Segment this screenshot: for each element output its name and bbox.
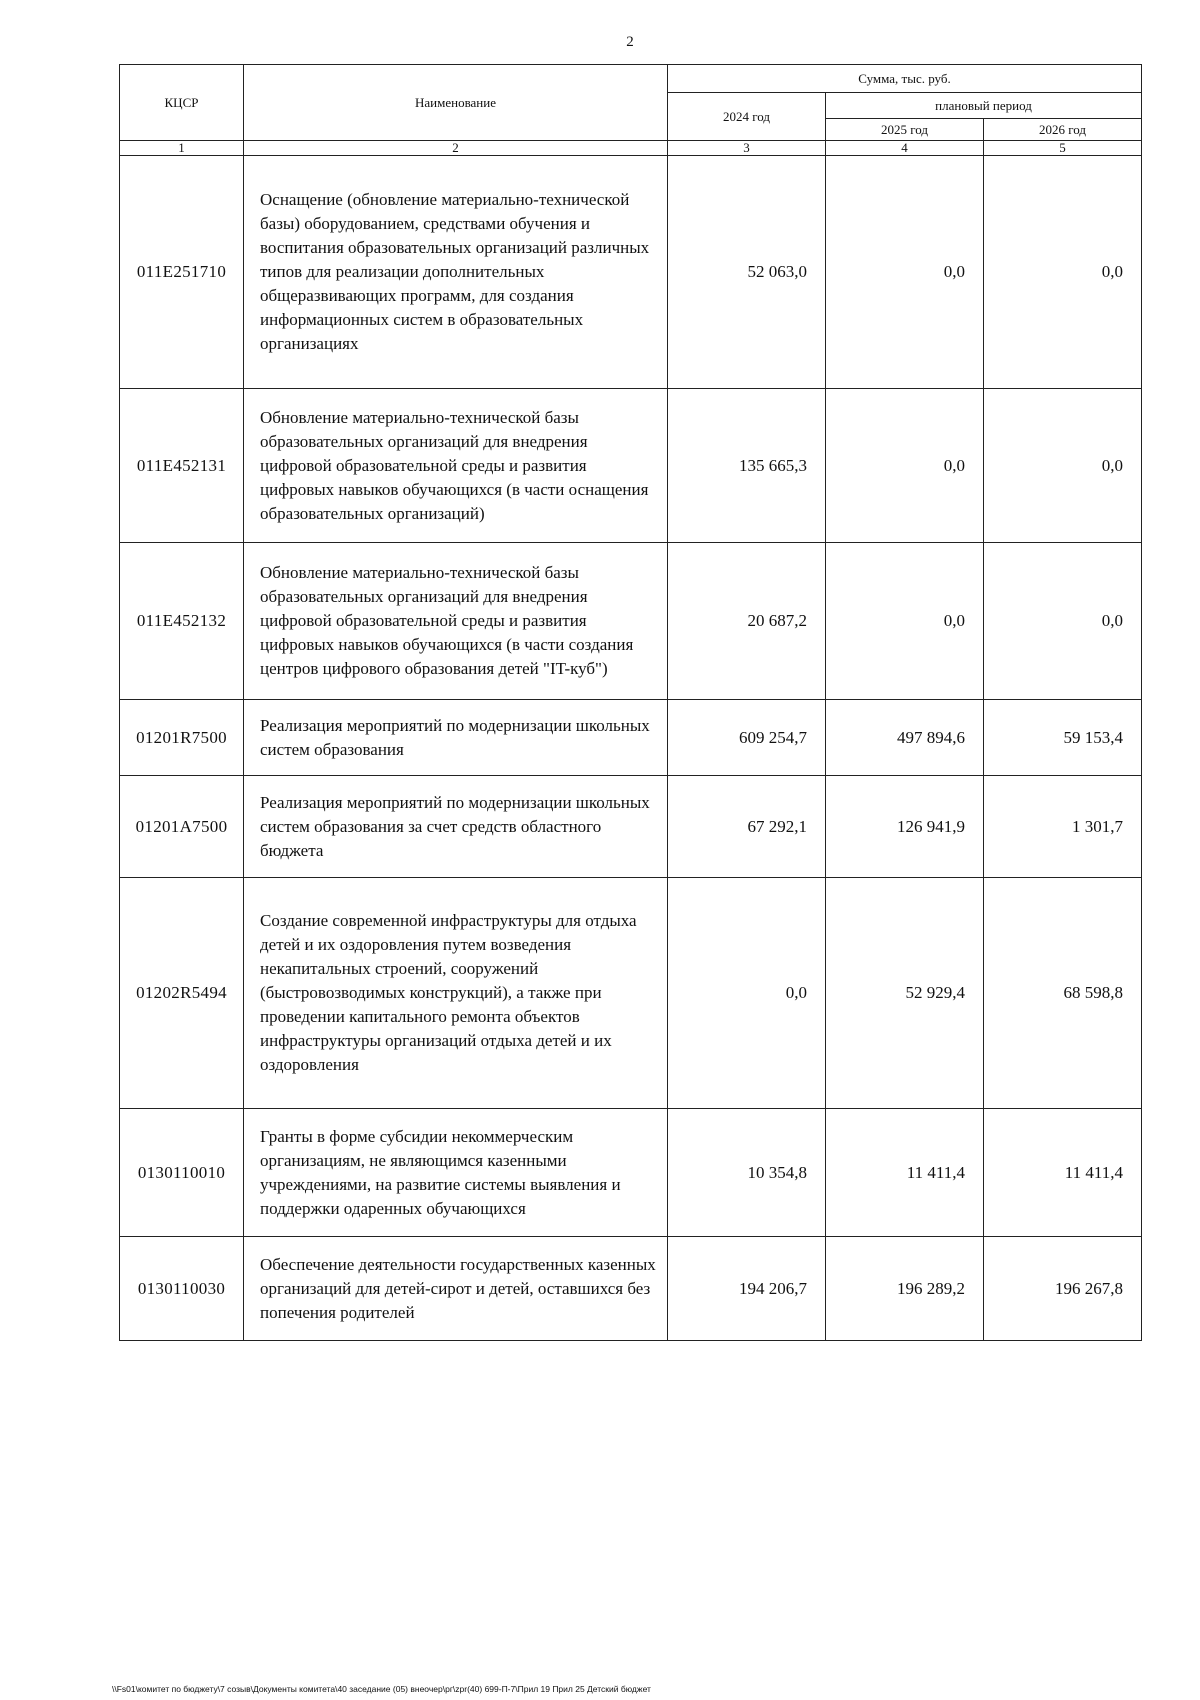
header-year-2026: 2026 год — [984, 119, 1142, 141]
table-row — [120, 776, 1142, 878]
table-row — [120, 389, 1142, 543]
table-row — [120, 1109, 1142, 1237]
row-value-2026: 59 153,4 — [984, 700, 1142, 776]
row-name: Оснащение (обновление материально-технической базы) оборудованием, средствами обучения и воспитания образовательных организаций различных типов для реализации дополнительных общеразвивающих программ, для создания информационных систем в образовательных организациях — [244, 156, 668, 389]
row-value-2026: 0,0 — [984, 156, 1142, 389]
row-name: Гранты в форме субсидии некоммерческим организациям, не являющимся казенными учреждениями, на развитие системы выявления и поддержки одаренных обучающихся — [244, 1109, 668, 1237]
row-code: 011Е452131 — [120, 389, 244, 543]
row-code: 01201А7500 — [120, 776, 244, 878]
row-value-2025: 0,0 — [826, 543, 984, 700]
row-code: 011Е251710 — [120, 156, 244, 389]
row-name: Создание современной инфраструктуры для отдыха детей и их оздоровления путем возведения некапитальных строений, сооружений (быстровозводимых конструкций), а также при проведении капитального ремонта объектов инфраструктуры организаций отдыха детей и их оздоровления — [244, 878, 668, 1109]
row-value-2026: 1 301,7 — [984, 776, 1142, 878]
column-number: 2 — [244, 141, 668, 156]
header-name: Наименование — [244, 65, 668, 141]
row-value-2025: 126 941,9 — [826, 776, 984, 878]
column-number: 3 — [668, 141, 826, 156]
row-name: Реализация мероприятий по модернизации школьных систем образования за счет средств областного бюджета — [244, 776, 668, 878]
footer-file-path: \\Fs01\комитет по бюджету\7 созыв\Документы комитета\40 заседание (05) внеочер\рг\zpr(40) 699-П-7\Прил 19 Прил 25 Детский бюджет — [112, 1684, 651, 1694]
table-row — [120, 543, 1142, 700]
row-name: Обновление материально-технической базы образовательных организаций для внедрения цифровой образовательной среды и развития цифровых навыков обучающихся (в части создания центров цифрового образования детей "IT-куб") — [244, 543, 668, 700]
row-name: Обеспечение деятельности государственных казенных организаций для детей-сирот и детей, оставшихся без попечения родителей — [244, 1237, 668, 1341]
header-year-2025: 2025 год — [826, 119, 984, 141]
row-value-2025: 196 289,2 — [826, 1237, 984, 1341]
row-value-2025: 0,0 — [826, 156, 984, 389]
row-value-2024: 20 687,2 — [668, 543, 826, 700]
row-value-2024: 609 254,7 — [668, 700, 826, 776]
column-number: 4 — [826, 141, 984, 156]
table-row — [120, 700, 1142, 776]
header-code: КЦСР — [120, 65, 244, 141]
row-value-2024: 135 665,3 — [668, 389, 826, 543]
table-row — [120, 1237, 1142, 1341]
row-code: 0130110010 — [120, 1109, 244, 1237]
row-value-2024: 194 206,7 — [668, 1237, 826, 1341]
row-code: 0130110030 — [120, 1237, 244, 1341]
column-number: 5 — [984, 141, 1142, 156]
row-value-2026: 0,0 — [984, 389, 1142, 543]
budget-table — [119, 64, 1142, 1341]
row-value-2024: 67 292,1 — [668, 776, 826, 878]
row-value-2025: 497 894,6 — [826, 700, 984, 776]
page-number: 2 — [626, 34, 634, 50]
row-name: Реализация мероприятий по модернизации школьных систем образования — [244, 700, 668, 776]
row-value-2026: 11 411,4 — [984, 1109, 1142, 1237]
table-row — [120, 156, 1142, 389]
row-value-2024: 10 354,8 — [668, 1109, 826, 1237]
row-name: Обновление материально-технической базы образовательных организаций для внедрения цифровой образовательной среды и развития цифровых навыков обучающихся (в части оснащения образовательных организаций) — [244, 389, 668, 543]
table-row — [120, 878, 1142, 1109]
row-value-2024: 52 063,0 — [668, 156, 826, 389]
header-sum: Сумма, тыс. руб. — [668, 65, 1142, 93]
row-value-2025: 52 929,4 — [826, 878, 984, 1109]
row-code: 011Е452132 — [120, 543, 244, 700]
row-value-2025: 0,0 — [826, 389, 984, 543]
row-code: 01202R5494 — [120, 878, 244, 1109]
row-code: 01201R7500 — [120, 700, 244, 776]
row-value-2026: 0,0 — [984, 543, 1142, 700]
header-year-2024: 2024 год — [668, 93, 826, 141]
row-value-2024: 0,0 — [668, 878, 826, 1109]
row-value-2026: 68 598,8 — [984, 878, 1142, 1109]
column-number: 1 — [120, 141, 244, 156]
row-value-2025: 11 411,4 — [826, 1109, 984, 1237]
row-value-2026: 196 267,8 — [984, 1237, 1142, 1341]
header-planned-period: плановый период — [826, 93, 1142, 119]
